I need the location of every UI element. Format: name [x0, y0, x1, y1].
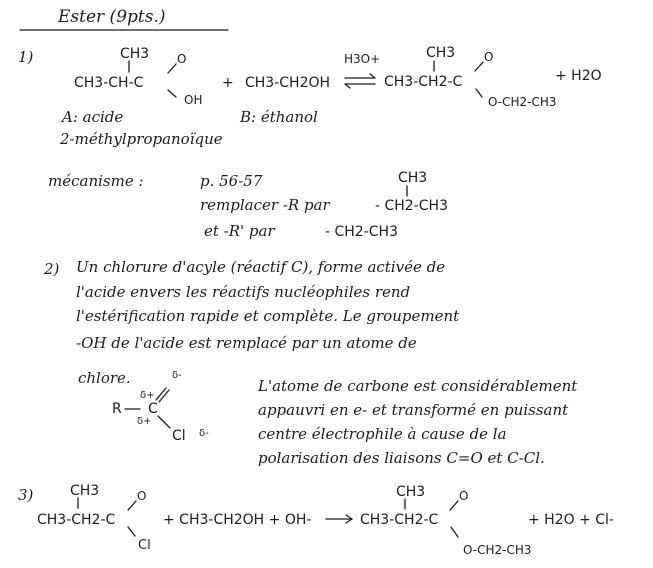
q1-product-oxygen: O	[484, 50, 494, 64]
q3-reactant-methyl: CH3	[70, 483, 100, 499]
q3-product-double-bond	[450, 501, 458, 510]
q1-replace-r-value: - CH2-CH3	[375, 198, 448, 214]
q3-reactant-chain: CH3-CH2-C	[37, 512, 116, 528]
q1-plus-sign: +	[222, 75, 234, 91]
q1-replace-r-text: remplacer -R par	[200, 196, 330, 214]
sketch-carbon-charge-lower: δ+	[137, 416, 152, 427]
q3-tail-terms: + H2O + Cl-	[528, 512, 614, 528]
q2-explanation-line-3: centre électrophile à cause de la	[258, 425, 507, 443]
q2-number: 2)	[44, 260, 60, 278]
q1-product-ester-bond	[476, 89, 482, 97]
q1-reactant-a-hydroxyl: OH	[184, 93, 203, 107]
q3-product-ester-bond	[451, 527, 458, 537]
q1-reactant-a-oh-bond	[168, 90, 176, 97]
q1-number: 1)	[18, 48, 34, 66]
q2-text-line-1: Un chlorure d'acyle (réactif C), forme activée de	[76, 258, 446, 276]
q1-water: + H2O	[555, 68, 602, 84]
q3-reactant-cl-bond	[128, 527, 135, 536]
q2-explanation-line-4: polarisation des liaisons C=O et C-Cl.	[258, 449, 545, 467]
sketch-oxygen-charge: δ-	[172, 370, 182, 381]
q1-product-chain: CH3-CH2-C	[384, 74, 463, 90]
q2-text-line-4: -OH de l'acide est remplacé par un atome de	[76, 334, 417, 352]
q3-product-oxygen: O	[459, 489, 469, 503]
sketch-carbon-charge: δ+	[140, 390, 155, 401]
q2-explanation-line-1: L'atome de carbone est considérablement	[258, 377, 578, 395]
q1-product-methyl: CH3	[426, 45, 456, 61]
q1-label-a-name: 2-méthylpropanoïque	[60, 130, 223, 148]
q1-replace-r2-value: - CH2-CH3	[325, 224, 398, 240]
q1-replace-r-methyl: CH3	[398, 170, 428, 186]
q3-reactant-oxygen: O	[137, 489, 147, 503]
page-title: Ester (9pts.)	[58, 7, 166, 27]
q3-product-chain: CH3-CH2-C	[360, 512, 439, 528]
q2-explanation-line-2: appauvri en e- et transformé en puissant	[258, 401, 569, 419]
q3-reaction-arrow	[326, 515, 352, 523]
q1-forward-arrow	[345, 74, 375, 78]
sketch-c-o-double-bond	[156, 388, 169, 402]
q1-label-b: B: éthanol	[240, 108, 318, 126]
q3-number: 3)	[18, 486, 34, 504]
q3-middle-terms: + CH3-CH2OH + OH-	[163, 512, 312, 528]
q1-mechanism-label: mécanisme :	[48, 172, 144, 190]
q3-reactant-double-bond	[128, 501, 136, 510]
sketch-carbon: C	[148, 401, 158, 417]
q1-label-a: A: acide	[62, 108, 124, 126]
sketch-c-cl-bond	[158, 416, 170, 428]
q2-text-line-3: l'estérification rapide et complète. Le groupement	[76, 307, 460, 325]
q1-reactant-a-double-bond	[168, 64, 176, 73]
q2-text-line-2: l'acide envers les réactifs nucléophiles rend	[76, 283, 411, 301]
sketch-r-group: R	[112, 401, 122, 417]
q1-catalyst: H3O+	[344, 52, 381, 66]
q1-mechanism-reference: p. 56-57	[200, 172, 263, 190]
q1-reactant-b: CH3-CH2OH	[245, 75, 331, 91]
q3-reactant-chlorine: Cl	[138, 538, 151, 553]
q1-reactant-a-oxygen: O	[177, 52, 187, 66]
q3-product-methyl: CH3	[396, 484, 426, 500]
q1-product-ethoxy: O-CH2-CH3	[488, 95, 557, 109]
q1-reactant-a-methyl: CH3	[120, 46, 150, 62]
q1-reactant-a-chain: CH3-CH-C	[74, 75, 144, 91]
sketch-chlorine-charge: δ-	[199, 428, 209, 439]
q1-replace-r2-text: et -R' par	[204, 222, 275, 240]
q1-reverse-arrow	[345, 84, 375, 88]
sketch-chlorine: Cl	[172, 428, 186, 444]
q1-product-double-bond	[475, 62, 483, 71]
q2-text-line-5: chlore.	[78, 369, 131, 387]
q3-product-ethoxy: O-CH2-CH3	[463, 543, 532, 557]
